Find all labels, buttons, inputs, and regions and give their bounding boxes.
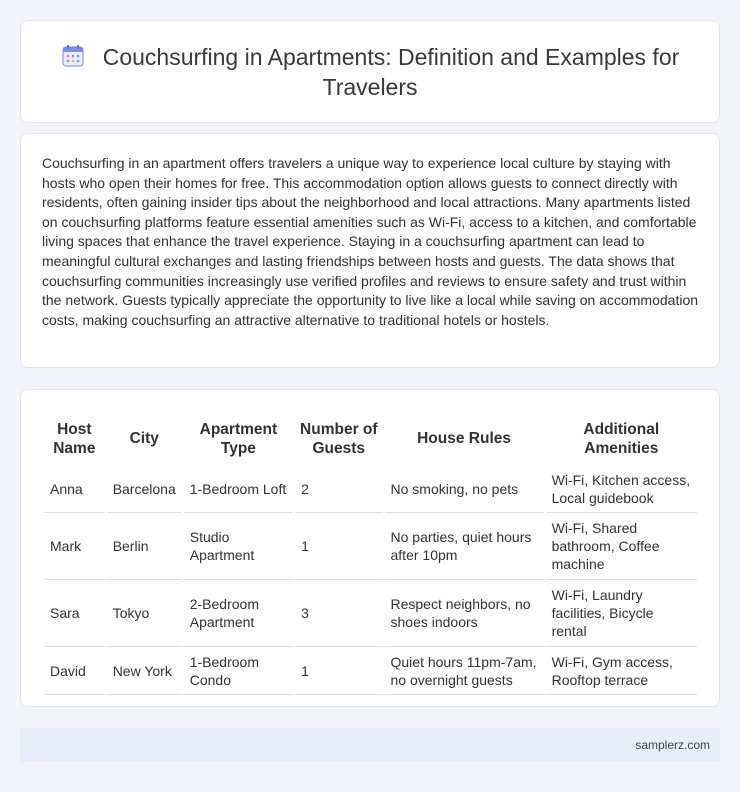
cell-host-name: David <box>44 647 105 695</box>
table-row <box>44 513 697 580</box>
cell-number-of-guests: 3 <box>295 580 382 647</box>
footer-site-link[interactable]: samplerz.com <box>635 738 710 752</box>
cell-additional-amenities: Wi-Fi, Kitchen access, Local guidebook <box>546 465 697 513</box>
page-title: Couchsurfing in Apartments: Definition and Examples for Travelers <box>102 43 680 100</box>
cell-number-of-guests: 2 <box>295 465 382 513</box>
cell-number-of-guests: 1 <box>295 513 382 580</box>
cell-apartment-type: 1-Bedroom Condo <box>184 647 293 695</box>
table-row <box>44 465 697 513</box>
table-card <box>20 389 720 707</box>
cell-city: Barcelona <box>107 465 182 513</box>
hosts-table <box>42 410 699 695</box>
cell-host-name: Anna <box>44 465 105 513</box>
table-row <box>44 647 697 695</box>
cell-house-rules: Quiet hours 11pm-7am, no overnight guests <box>385 647 544 695</box>
header-city: City <box>129 430 159 447</box>
header-additional-amenities: Additional Amenities <box>583 420 660 457</box>
cell-house-rules: No parties, quiet hours after 10pm <box>385 513 544 580</box>
cell-number-of-guests: 1 <box>295 647 382 695</box>
intro-paragraph: Couchsurfing in an apartment offers travelers a unique way to experience local culture by staying with hosts who open their homes for free. This accommodation option allows guests to connect directly with residents, often gaining insider tips about the neighborhood and local attractions. Many apartments listed on couchsurfing platforms feature essential amenities such as Wi-Fi, access to a kitchen, and comfortable living spaces that enhance the travel experience. Staying in a couchsurfing apartment can lead to meaningful cultural exchanges and lasting friendships between hosts and guests. The data shows that couchsurfing communities increasingly use verified profiles and reviews to ensure safety and trust within the network. Guests typically appreciate the opportunity to live like a local while saving on accommodation costs, making couchsurfing an attractive alternative to traditional hotels or hostels. <box>42 155 699 328</box>
cell-house-rules: No smoking, no pets <box>385 465 544 513</box>
header-house-rules: House Rules <box>417 430 511 447</box>
header-host-name: Host Name <box>53 420 96 457</box>
intro-card <box>20 133 720 368</box>
cell-apartment-type: 2-Bedroom Apartment <box>184 580 293 647</box>
footer <box>20 728 720 762</box>
cell-additional-amenities: Wi-Fi, Shared bathroom, Coffee machine <box>546 513 697 580</box>
cell-city: Tokyo <box>107 580 182 647</box>
header-apartment-type: Apartment Type <box>199 420 278 457</box>
calendar-icon <box>61 44 85 68</box>
cell-apartment-type: 1-Bedroom Loft <box>184 465 293 513</box>
table-row <box>44 580 697 647</box>
title-wrap <box>50 42 690 102</box>
cell-host-name: Sara <box>44 580 105 647</box>
table-header-row <box>44 410 697 465</box>
cell-apartment-type: Studio Apartment <box>184 513 293 580</box>
cell-host-name: Mark <box>44 513 105 580</box>
cell-house-rules: Respect neighbors, no shoes indoors <box>385 580 544 647</box>
header-card <box>20 20 720 123</box>
cell-additional-amenities: Wi-Fi, Laundry facilities, Bicycle rental <box>546 580 697 647</box>
header-number-of-guests: Number of Guests <box>300 420 378 457</box>
cell-city: Berlin <box>107 513 182 580</box>
cell-city: New York <box>107 647 182 695</box>
cell-additional-amenities: Wi-Fi, Gym access, Rooftop terrace <box>546 647 697 695</box>
